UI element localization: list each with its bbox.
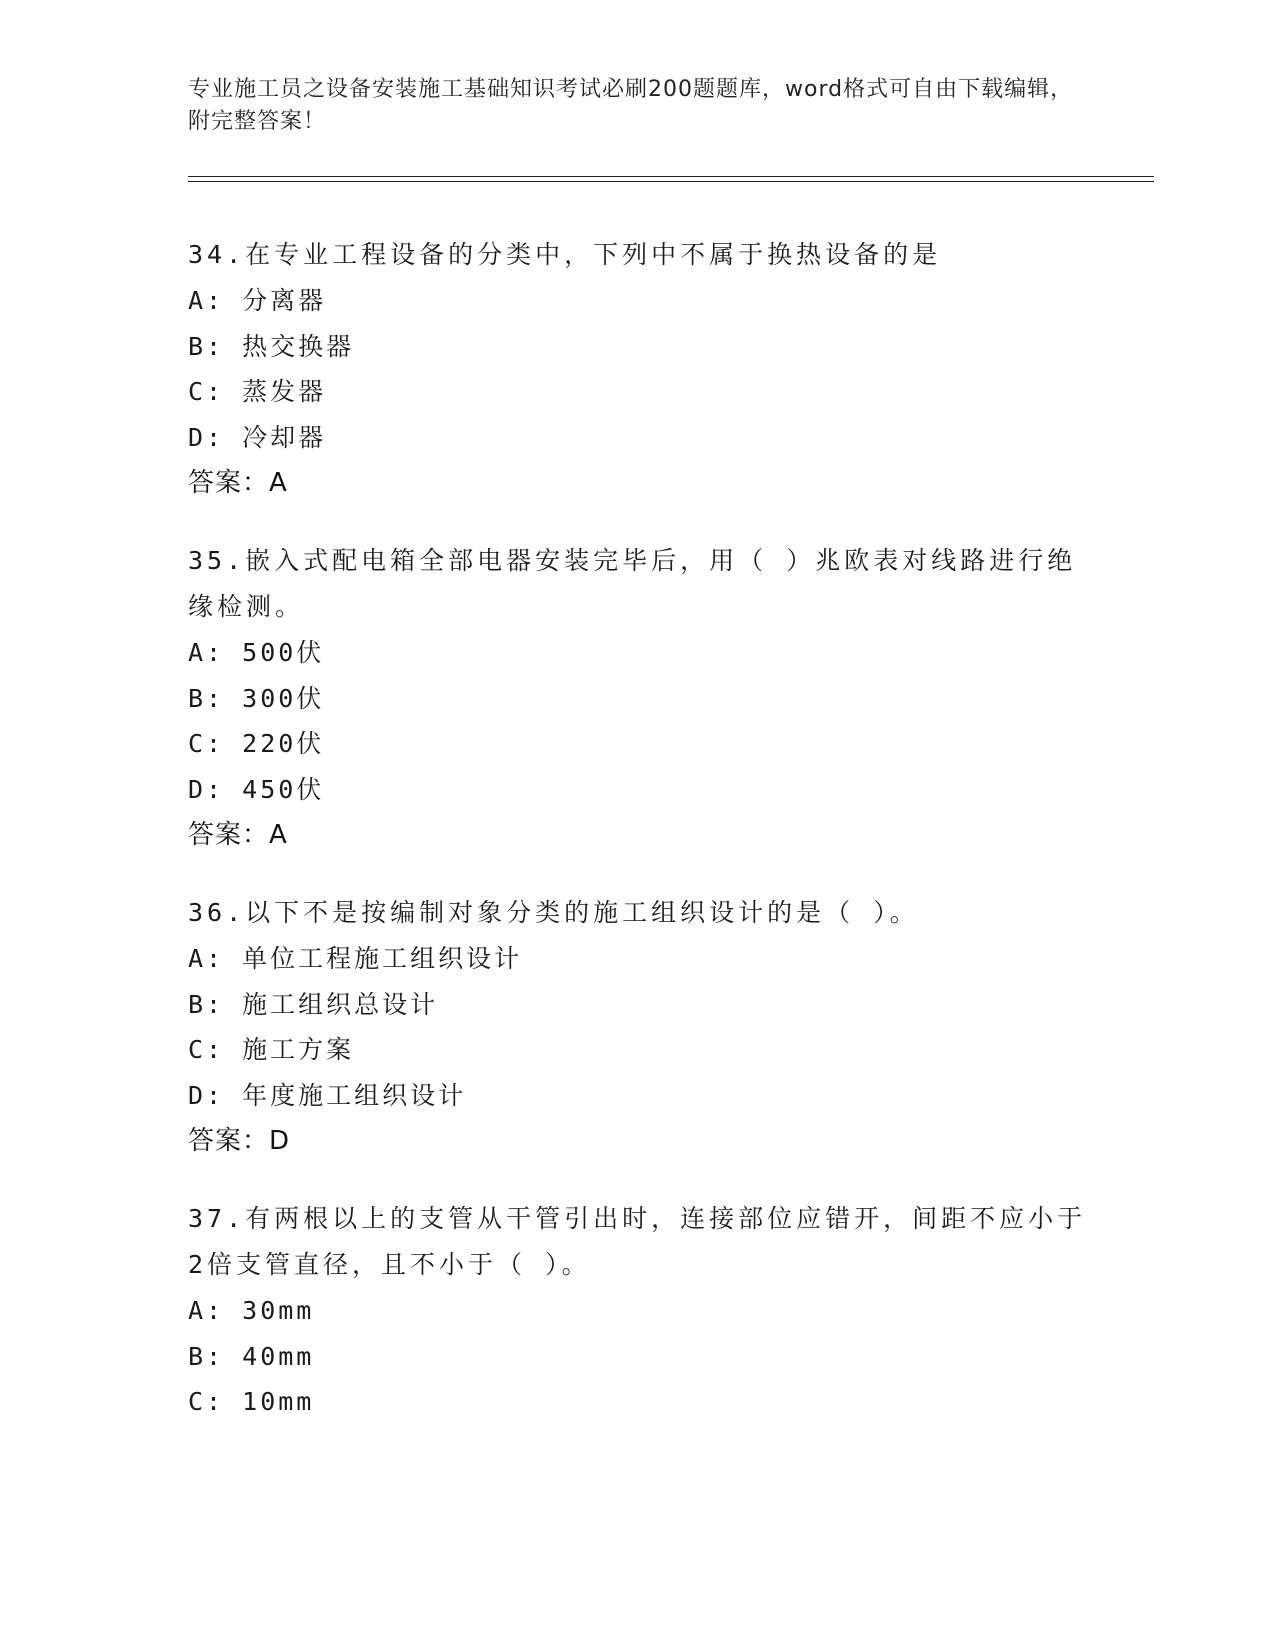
option-b: B: 热交换器 xyxy=(188,331,355,361)
question-stem: 36.以下不是按编制对象分类的施工组织设计的是（ ）。 xyxy=(188,898,919,927)
answer: 答案：D xyxy=(188,1126,291,1156)
question-37 xyxy=(188,1196,1088,1425)
option-d: D: 450伏 xyxy=(188,774,325,804)
answer: 答案：A xyxy=(188,820,288,850)
option-a: A: 500伏 xyxy=(188,638,325,667)
option-a: A: 单位工程施工组织设计 xyxy=(188,944,523,973)
option-c: C: 施工方案 xyxy=(188,1035,355,1064)
question-stem: 34.在专业工程设备的分类中，下列中不属于换热设备的是 xyxy=(188,240,942,269)
option-c: C: 220伏 xyxy=(188,729,325,758)
option-b: B: 300伏 xyxy=(188,683,325,713)
question-stem: 37.有两根以上的支管从干管引出时，连接部位应错开，间距不应小于2倍支管直径，且不小于（ ）。 xyxy=(188,1204,1087,1279)
option-c: C: 10mm xyxy=(188,1387,315,1416)
question-34 xyxy=(188,232,1088,506)
question-stem: 35.嵌入式配电箱全部电器安装完毕后，用（ ）兆欧表对线路进行绝缘检测。 xyxy=(188,546,1077,621)
option-d: D: 年度施工组织设计 xyxy=(188,1080,467,1110)
option-a: A: 分离器 xyxy=(188,286,327,315)
header-divider-top xyxy=(188,176,1154,177)
option-b: B: 施工组织总设计 xyxy=(188,989,439,1019)
question-list xyxy=(188,232,1088,1457)
option-b: B: 40mm xyxy=(188,1341,315,1371)
question-36 xyxy=(188,890,1088,1164)
option-d: D: 冷却器 xyxy=(188,422,327,452)
option-a: A: 30mm xyxy=(188,1296,315,1325)
answer: 答案：A xyxy=(188,468,288,498)
header-divider-bottom xyxy=(188,181,1154,182)
question-35 xyxy=(188,538,1088,858)
document-header: 专业施工员之设备安装施工基础知识考试必刷200题题库，word格式可自由下载编辑，附完整答案！ xyxy=(188,77,1074,134)
option-c: C: 蒸发器 xyxy=(188,377,327,406)
